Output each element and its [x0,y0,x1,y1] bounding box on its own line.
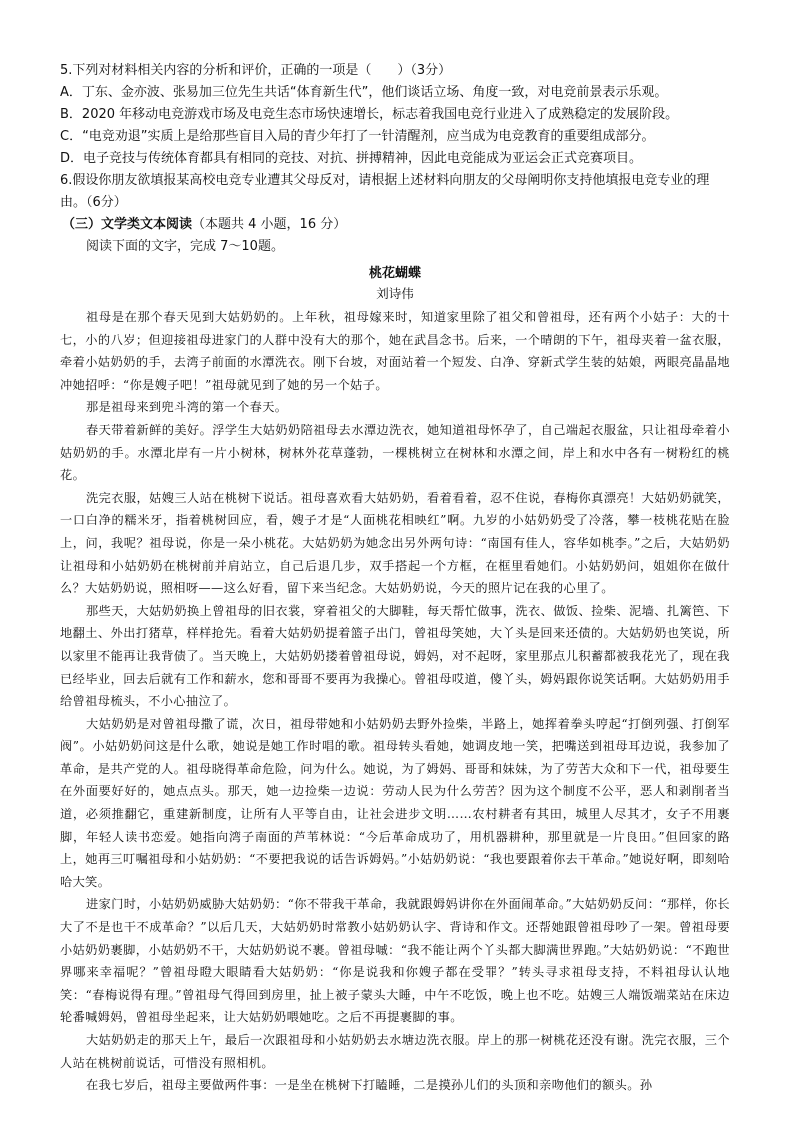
question-5-option-d: D．电子竞技与传统体育都具有相同的竞技、对抗、拼搏精神，因此电竞能成为亚运会正式竞赛项目。 [60,151,643,166]
story-paragraph: 进家门时，小姑奶奶威胁大姑奶奶：“你不带我干革命，我就跟姆妈讲你在外面闹革命。”大姑奶奶反问：“那样，你长大了不是也干不成革命？”以后几天，大姑奶奶时常教小姑奶奶认字、背诗和作文。还帮她跟曾祖母吵了一架。曾祖母要小姑奶奶裹脚，小姑奶奶不干，大姑奶奶说不裹。曾祖母嘁：“我不能让两个丫头都大脚满世界跑。”大姑奶奶说：“不跑世界哪来幸福呢？”曾祖母瞪大眼睛看大姑奶奶：“你是说我和你嫂子都在受罪？”转头寻求祖母支持，不料祖母认认地笑：“春梅说得有理。”曾祖母气得回到房里，扯上被子蒙头大睡，中午不吃饭，晚上也不吃。姑嫂三人端饭端菜站在床边轮番喊姆妈，曾祖母坐起来，让大姑奶奶喂她吃。之后不再提裹脚的事。 [60,897,730,1025]
story-paragraph: 春天带着新鲜的美好。浮学生大姑奶奶陪祖母去水潭边洗衣，她知道祖母怀孕了，自己端起衣服盆，只让祖母牵着小姑奶奶的手。水潭北岸有一片小树林，树林外花草蓬勃，一棵桃树立在树林和水潭之间，岸上和水中各有一树粉红的桃花。 [60,422,730,483]
story-paragraph: 祖母是在那个春天见到大姑奶奶的。上年秋，祖母嫁来时，知道家里除了祖父和曾祖母，还有两个小姑子：大的十七，小的八岁；但迎接祖母进家门的人群中没有大的那个，她在武昌念书。后来，一个晴朗的下午，祖母夹着一盆衣服，牵着小姑奶奶的手，去湾子前面的水潭洗衣。刚下台坡，对面站着一个短发、白净、穿新式学生装的姑娘，两眼亮晶晶地冲她招呼：“你是嫂子吧！”祖母就见到了她的另一个姑子。 [60,310,730,392]
question-6: 6.假设你朋友欲填报某高校电竞专业遭其父母反对，请根据上述材料向朋友的父母阐明你支持他填报电竞专业的理由。（6分） [60,173,710,210]
story-paragraph: 那些天，大姑奶奶换上曾祖母的旧衣裳，穿着祖父的大脚鞋，每天帮忙做事，洗衣、做饭、捡柴、泥墙、扎篱笆、下地翻土、外出打猪草，样样抢先。看着大姑奶奶提着篮子出门，曾祖母笑她，大丫头是回来还债的。大姑奶奶也笑说，所以家里不能再让我背债了。当天晚上，大姑奶奶搂着曾祖母说，姆妈，对不起呀，家里那点儿积蓄都被我花光了，现在我已经毕业，回去后就有工作和薪水，您和哥哥不要再为我操心。曾祖母哎道，傻丫头，姆妈跟你说笑话啊。大姑奶奶用手给曾祖母梳头，不小心抽泣了。 [60,603,730,709]
section-heading [60,214,730,236]
question-5-option-b: B．2020 年移动电竞游戏市场及电竞生态市场快速增长，标志着我国电竞行业进入了成熟稳定的发展阶段。 [60,107,679,122]
question-5-option-a: A．丁东、金亦波、张易加三位先生共话“体育新生代”，他们谈话立场、角度一致，对电竞前景表示乐观。 [60,85,668,100]
question-5-option-c: C．“电竞劝退”实质上是给那些盲目入局的青少年打了一针清醒剂，应当成为电竞教育的重要组成部分。 [60,129,655,144]
story-author: 刘诗伟 [376,286,414,301]
section-heading-note: （本题共 4 小题，16 分） [192,217,347,232]
story-paragraph: 大姑奶奶是对曾祖母撒了谎，次日，祖母带她和小姑奶奶去野外捡柴，半路上，她挥着拳头哼起“打倒列强、打倒军阀”。小姑奶奶问这是什么歌，她说是她工作时唱的歌。祖母转头看她，她调皮地一笑，把嘴送到祖母耳边说，我参加了革命，是共产党的人。祖母晓得革命危险，问为什么。她说，为了姆妈、哥哥和妹妹，为了劳苦大众和下一代，祖母要生在外面要好好的，她点点头。那天，她一边捡柴一边说：劳动人民为什么劳苦？因为这个制度不公平，恶人和剥削者当道，必须推翻它，重建新制度，让所有人平等自由，让社会进步文明……农村耕者有其田，城里人尽其才，女子不用裹脚，年轻人读书恋爱。她指向湾子南面的芦苇林说：“今后革命成功了，用机器耕种，那里就是一片良田。”但回家的路上，她再三叮嘱祖母和小姑奶奶：“不要把我说的话告诉姆妈。”小姑奶奶说：“我也要跟着你去干革命。”她说好啊，即刻哈哈大笑。 [60,716,730,889]
story-paragraph: 大姑奶奶走的那天上午，最后一次跟祖母和小姑奶奶去水塘边洗衣服。岸上的那一树桃花还没有谢。洗完衣服，三个人站在桃树前说话，可惜没有照相机。 [60,1033,730,1070]
question-5-stem: 5.下列对材料相关内容的分析和评价，正确的一项是（ ）（3分） [60,63,452,78]
story-paragraph: 那是祖母来到兜斗湾的第一个春天。 [86,400,288,415]
story-paragraph: 洗完衣服，姑嫂三人站在桃树下说话。祖母喜欢看大姑奶奶，看着看着，忍不住说，春梅你真漂亮！大姑奶奶就笑，一口白净的糯米牙，指着桃树回应，看，嫂子才是“人面桃花相映红”啊。九岁的小姑奶奶受了冷落，攀一枝桃花贴在脸上，问，我呢？祖母说，你是一朵小桃花。大姑奶奶为她念出另外两句诗：“南国有佳人，容华如桃李。”之后，大姑奶奶让祖母和小姑奶奶在桃树前并肩站立，自己后退几步，双手搭起一个方框，在框里看她们。小姑奶奶问，姐姐你在做什么？大姑奶奶说，照相呀——这么好看，留下来当纪念。大姑奶奶说，今天的照片记在我的心里了。 [60,490,730,596]
story-title: 桃花蝴蝶 [368,266,421,281]
section-heading-title: （三）文学类文本阅读 [62,217,193,232]
reading-instruction: 阅读下面的文字，完成 7～10题。 [86,239,284,254]
story-paragraph: 在我七岁后，祖母主要做两件事：一是坐在桃树下打瞌睡，二是摸孙儿们的头顶和亲吻他们的额头。孙 [86,1078,653,1093]
